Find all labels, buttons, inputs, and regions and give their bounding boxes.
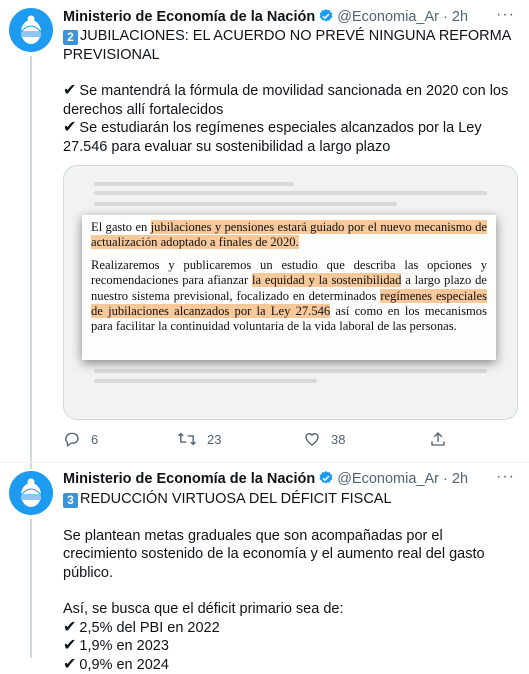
share-button[interactable] bbox=[429, 430, 447, 448]
check-icon: ✔ bbox=[63, 82, 77, 99]
document-excerpt bbox=[82, 215, 496, 360]
retweet-button[interactable] bbox=[177, 430, 221, 448]
check-icon: ✔ bbox=[63, 618, 77, 636]
like-count: 38 bbox=[331, 431, 346, 447]
bullet-text: Se estudiarán los regímenes especiales alcanzados por la Ley 27.546 para evaluar su sostenibilidad a largo plazo bbox=[63, 120, 482, 155]
blurred-text-line bbox=[94, 369, 487, 373]
keycap-number-icon: 2 bbox=[63, 30, 78, 45]
tweet-text bbox=[63, 490, 513, 674]
like-button[interactable] bbox=[303, 430, 345, 448]
tweet-intro: Así, se busca que el déficit primario sea de: bbox=[63, 601, 344, 617]
tweet-text bbox=[63, 27, 513, 156]
target-item: 2,5% del PBI en 2022 bbox=[79, 619, 220, 636]
tweet-actions bbox=[63, 430, 503, 450]
check-icon: ✔ bbox=[63, 637, 77, 654]
blurred-text-line bbox=[94, 379, 317, 383]
tweet-title: REDUCCIÓN VIRTUOSA DEL DÉFICIT FISCAL bbox=[80, 491, 392, 507]
blurred-text-line bbox=[94, 202, 397, 206]
tweet-image[interactable] bbox=[63, 165, 518, 420]
tweet[interactable] bbox=[0, 463, 529, 673]
doc-text: El gasto en bbox=[91, 220, 151, 234]
reply-button[interactable] bbox=[63, 430, 98, 448]
heart-icon bbox=[303, 430, 321, 448]
doc-highlight: la equidad y la sostenibilidad bbox=[251, 273, 402, 288]
blurred-text-line bbox=[94, 182, 294, 186]
verified-badge-icon bbox=[318, 470, 334, 491]
doc-text: Realizaremos y publicaremos un estudio que describa las opciones y recomendaciones para afianzar bbox=[91, 257, 487, 288]
argentina-coat-of-arms-icon[interactable] bbox=[9, 471, 53, 515]
author-name[interactable]: Ministerio de Economía de la Nación bbox=[63, 9, 316, 25]
target-item: 0,9% en 2024 bbox=[79, 656, 169, 673]
tweet-time[interactable]: 2h bbox=[451, 9, 469, 25]
author-handle[interactable]: @Economia_Ar bbox=[337, 471, 439, 487]
target-item: 1,9% en 2023 bbox=[79, 638, 169, 654]
verified-badge-icon bbox=[318, 8, 334, 29]
doc-highlight: jubilaciones y pensiones estará guiado por el nuevo mecanismo de actualización adoptado a finales de 2020. bbox=[91, 220, 488, 250]
thread-line bbox=[30, 519, 32, 658]
more-options-icon[interactable]: ··· bbox=[496, 468, 515, 485]
thread-line bbox=[30, 56, 32, 462]
separator-dot: · bbox=[443, 9, 448, 25]
tweet-title: JUBILACIONES: EL ACUERDO NO PREVÉ NINGUNA REFORMA PREVISIONAL bbox=[63, 28, 511, 63]
tweet-header bbox=[63, 8, 468, 29]
reply-icon bbox=[63, 430, 81, 448]
retweet-count: 23 bbox=[207, 431, 222, 447]
retweet-icon bbox=[177, 430, 197, 448]
check-icon: ✔ bbox=[63, 655, 77, 673]
share-icon bbox=[429, 430, 447, 448]
tweet-header bbox=[63, 470, 468, 491]
keycap-number-icon: 3 bbox=[63, 493, 78, 508]
thread-line bbox=[30, 463, 32, 469]
argentina-coat-of-arms-icon[interactable] bbox=[9, 8, 53, 52]
check-icon: ✔ bbox=[63, 119, 77, 136]
author-handle[interactable]: @Economia_Ar bbox=[337, 9, 439, 25]
blurred-text-line bbox=[94, 191, 487, 195]
separator-dot: · bbox=[443, 471, 448, 487]
bullet-text: Se mantendrá la fórmula de movilidad sancionada en 2020 con los derechos allí fortalecidos bbox=[63, 83, 509, 118]
doc-highlight: regímenes especiales de jubilaciones alcanzados por la Ley 27.546 bbox=[91, 288, 487, 319]
doc-text: a largo plazo de nuestro sistema previsional, focalizado en determinados bbox=[91, 273, 487, 303]
tweet-time[interactable]: 2h bbox=[451, 471, 469, 487]
author-name[interactable]: Ministerio de Economía de la Nación bbox=[63, 471, 316, 487]
doc-text: así como en los mecanismos para facilitar la continuidad voluntaria de la vida laboral de las personas. bbox=[91, 304, 487, 334]
reply-count: 6 bbox=[91, 431, 99, 447]
more-options-icon[interactable]: ··· bbox=[496, 6, 515, 23]
tweet-paragraph: Se plantean metas graduales que son acompañadas por el crecimiento sostenido de la economía y el aumento real del gasto público. bbox=[63, 527, 485, 581]
